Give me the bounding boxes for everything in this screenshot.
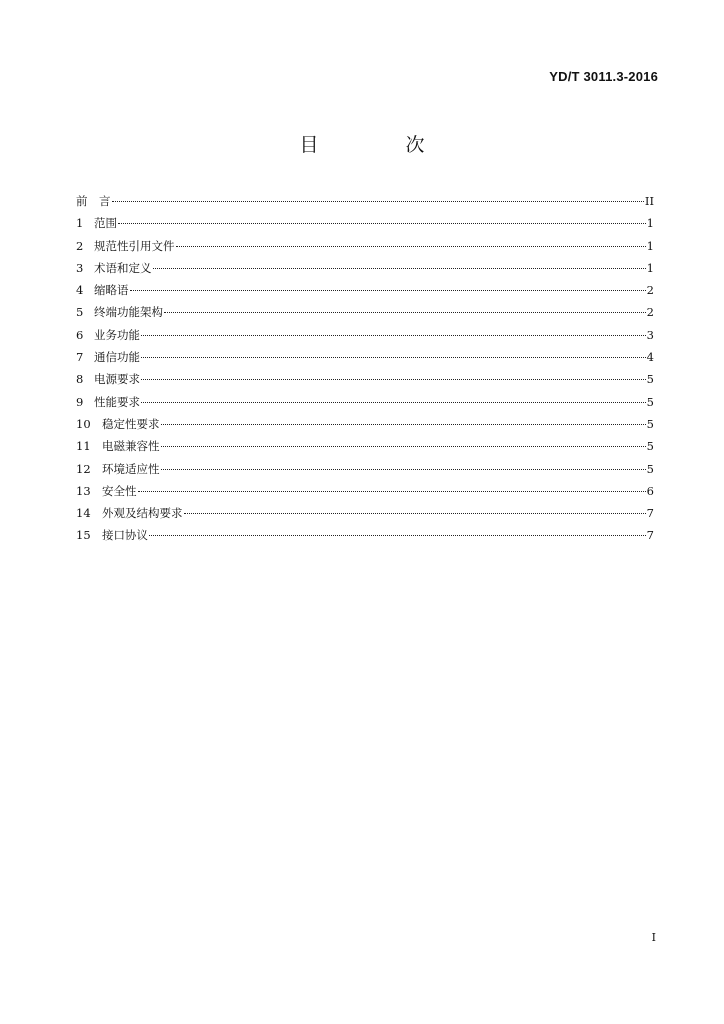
toc-entry-label: 范围 — [94, 216, 117, 231]
toc-entry-preface[interactable] — [76, 193, 654, 215]
toc-entry-label: 接口协议 — [102, 528, 148, 543]
toc-entry-label: 电源要求 — [94, 372, 140, 387]
toc-entry-page: 1 — [646, 260, 654, 275]
toc-leader-dots — [141, 402, 646, 403]
toc-entry-label: 业务功能 — [94, 327, 140, 342]
toc-entry-page: 7 — [646, 506, 654, 521]
toc-entry-label: 通信功能 — [94, 350, 140, 365]
toc-entry-number: 13 — [76, 483, 91, 498]
toc-entry-number: 6 — [76, 327, 84, 342]
toc-entry-page: 6 — [646, 483, 654, 498]
toc-entry-label: 电磁兼容性 — [102, 439, 160, 454]
toc-entry-number: 3 — [76, 260, 84, 275]
toc-entry-page: 7 — [646, 528, 654, 543]
table-of-contents — [76, 193, 654, 550]
toc-entry-9[interactable] — [76, 394, 654, 416]
toc-entry-number: 11 — [76, 439, 91, 454]
toc-leader-dots — [164, 312, 646, 313]
toc-entry-page: II — [644, 194, 654, 208]
toc-entry-3[interactable] — [76, 260, 654, 282]
toc-entry-page: 2 — [646, 283, 654, 298]
toc-entry-page: 5 — [646, 372, 654, 387]
toc-leader-dots — [118, 223, 646, 224]
toc-entry-number: 9 — [76, 394, 84, 409]
toc-leader-dots — [161, 424, 646, 425]
toc-entry-page: 2 — [646, 305, 654, 320]
toc-entry-number: 12 — [76, 461, 91, 476]
toc-entry-8[interactable] — [76, 371, 654, 393]
toc-entry-page: 3 — [646, 327, 654, 342]
page-number: I — [651, 931, 656, 944]
toc-leader-dots — [141, 335, 646, 336]
toc-entry-page: 1 — [646, 238, 654, 253]
toc-entry-number: 14 — [76, 506, 91, 521]
toc-entry-1[interactable] — [76, 215, 654, 237]
toc-entry-10[interactable] — [76, 416, 654, 438]
toc-entry-label: 安全性 — [102, 483, 137, 498]
toc-entry-13[interactable] — [76, 483, 654, 505]
toc-entry-page: 5 — [646, 394, 654, 409]
toc-leader-dots — [130, 290, 646, 291]
toc-entry-label: 性能要求 — [94, 394, 140, 409]
toc-entry-page: 5 — [646, 461, 654, 476]
toc-entry-number: 1 — [76, 216, 84, 231]
toc-leader-dots — [138, 491, 646, 492]
toc-entry-number: 10 — [76, 416, 91, 431]
toc-entry-4[interactable] — [76, 282, 654, 304]
toc-entry-label: 稳定性要求 — [102, 416, 160, 431]
toc-entry-number: 2 — [76, 238, 84, 253]
toc-leader-dots — [176, 246, 646, 247]
document-code: YD/T 3011.3-2016 — [549, 69, 658, 84]
toc-entry-15[interactable] — [76, 527, 654, 549]
toc-entry-14[interactable] — [76, 505, 654, 527]
toc-entry-7[interactable] — [76, 349, 654, 371]
toc-entry-number: 15 — [76, 528, 91, 543]
toc-title: 目 次 — [299, 134, 459, 156]
toc-entry-page: 4 — [646, 350, 654, 365]
toc-entry-number: 7 — [76, 350, 84, 365]
toc-entry-number: 4 — [76, 283, 84, 298]
toc-entry-number: 5 — [76, 305, 84, 320]
toc-leader-dots — [153, 268, 646, 269]
toc-entry-label: 规范性引用文件 — [94, 238, 175, 253]
toc-leader-dots — [161, 469, 646, 470]
toc-entry-page: 1 — [646, 216, 654, 231]
toc-leader-dots — [141, 357, 646, 358]
toc-entry-label: 前 言 — [76, 194, 111, 208]
toc-entry-page: 5 — [646, 439, 654, 454]
toc-entry-page: 5 — [646, 416, 654, 431]
toc-entry-number: 8 — [76, 372, 84, 387]
toc-entry-label: 终端功能架构 — [94, 305, 163, 320]
toc-entry-11[interactable] — [76, 438, 654, 460]
toc-leader-dots — [141, 379, 646, 380]
toc-entry-label: 环境适应性 — [102, 461, 160, 476]
toc-entry-label: 外观及结构要求 — [102, 506, 183, 521]
toc-leader-dots — [149, 535, 646, 536]
toc-entry-6[interactable] — [76, 327, 654, 349]
toc-entry-2[interactable] — [76, 238, 654, 260]
toc-entry-label: 缩略语 — [94, 283, 129, 298]
toc-leader-dots — [184, 513, 646, 514]
toc-entry-label: 术语和定义 — [94, 260, 152, 275]
toc-entry-5[interactable] — [76, 304, 654, 326]
toc-leader-dots — [112, 201, 644, 202]
toc-leader-dots — [161, 446, 646, 447]
toc-entry-12[interactable] — [76, 461, 654, 483]
